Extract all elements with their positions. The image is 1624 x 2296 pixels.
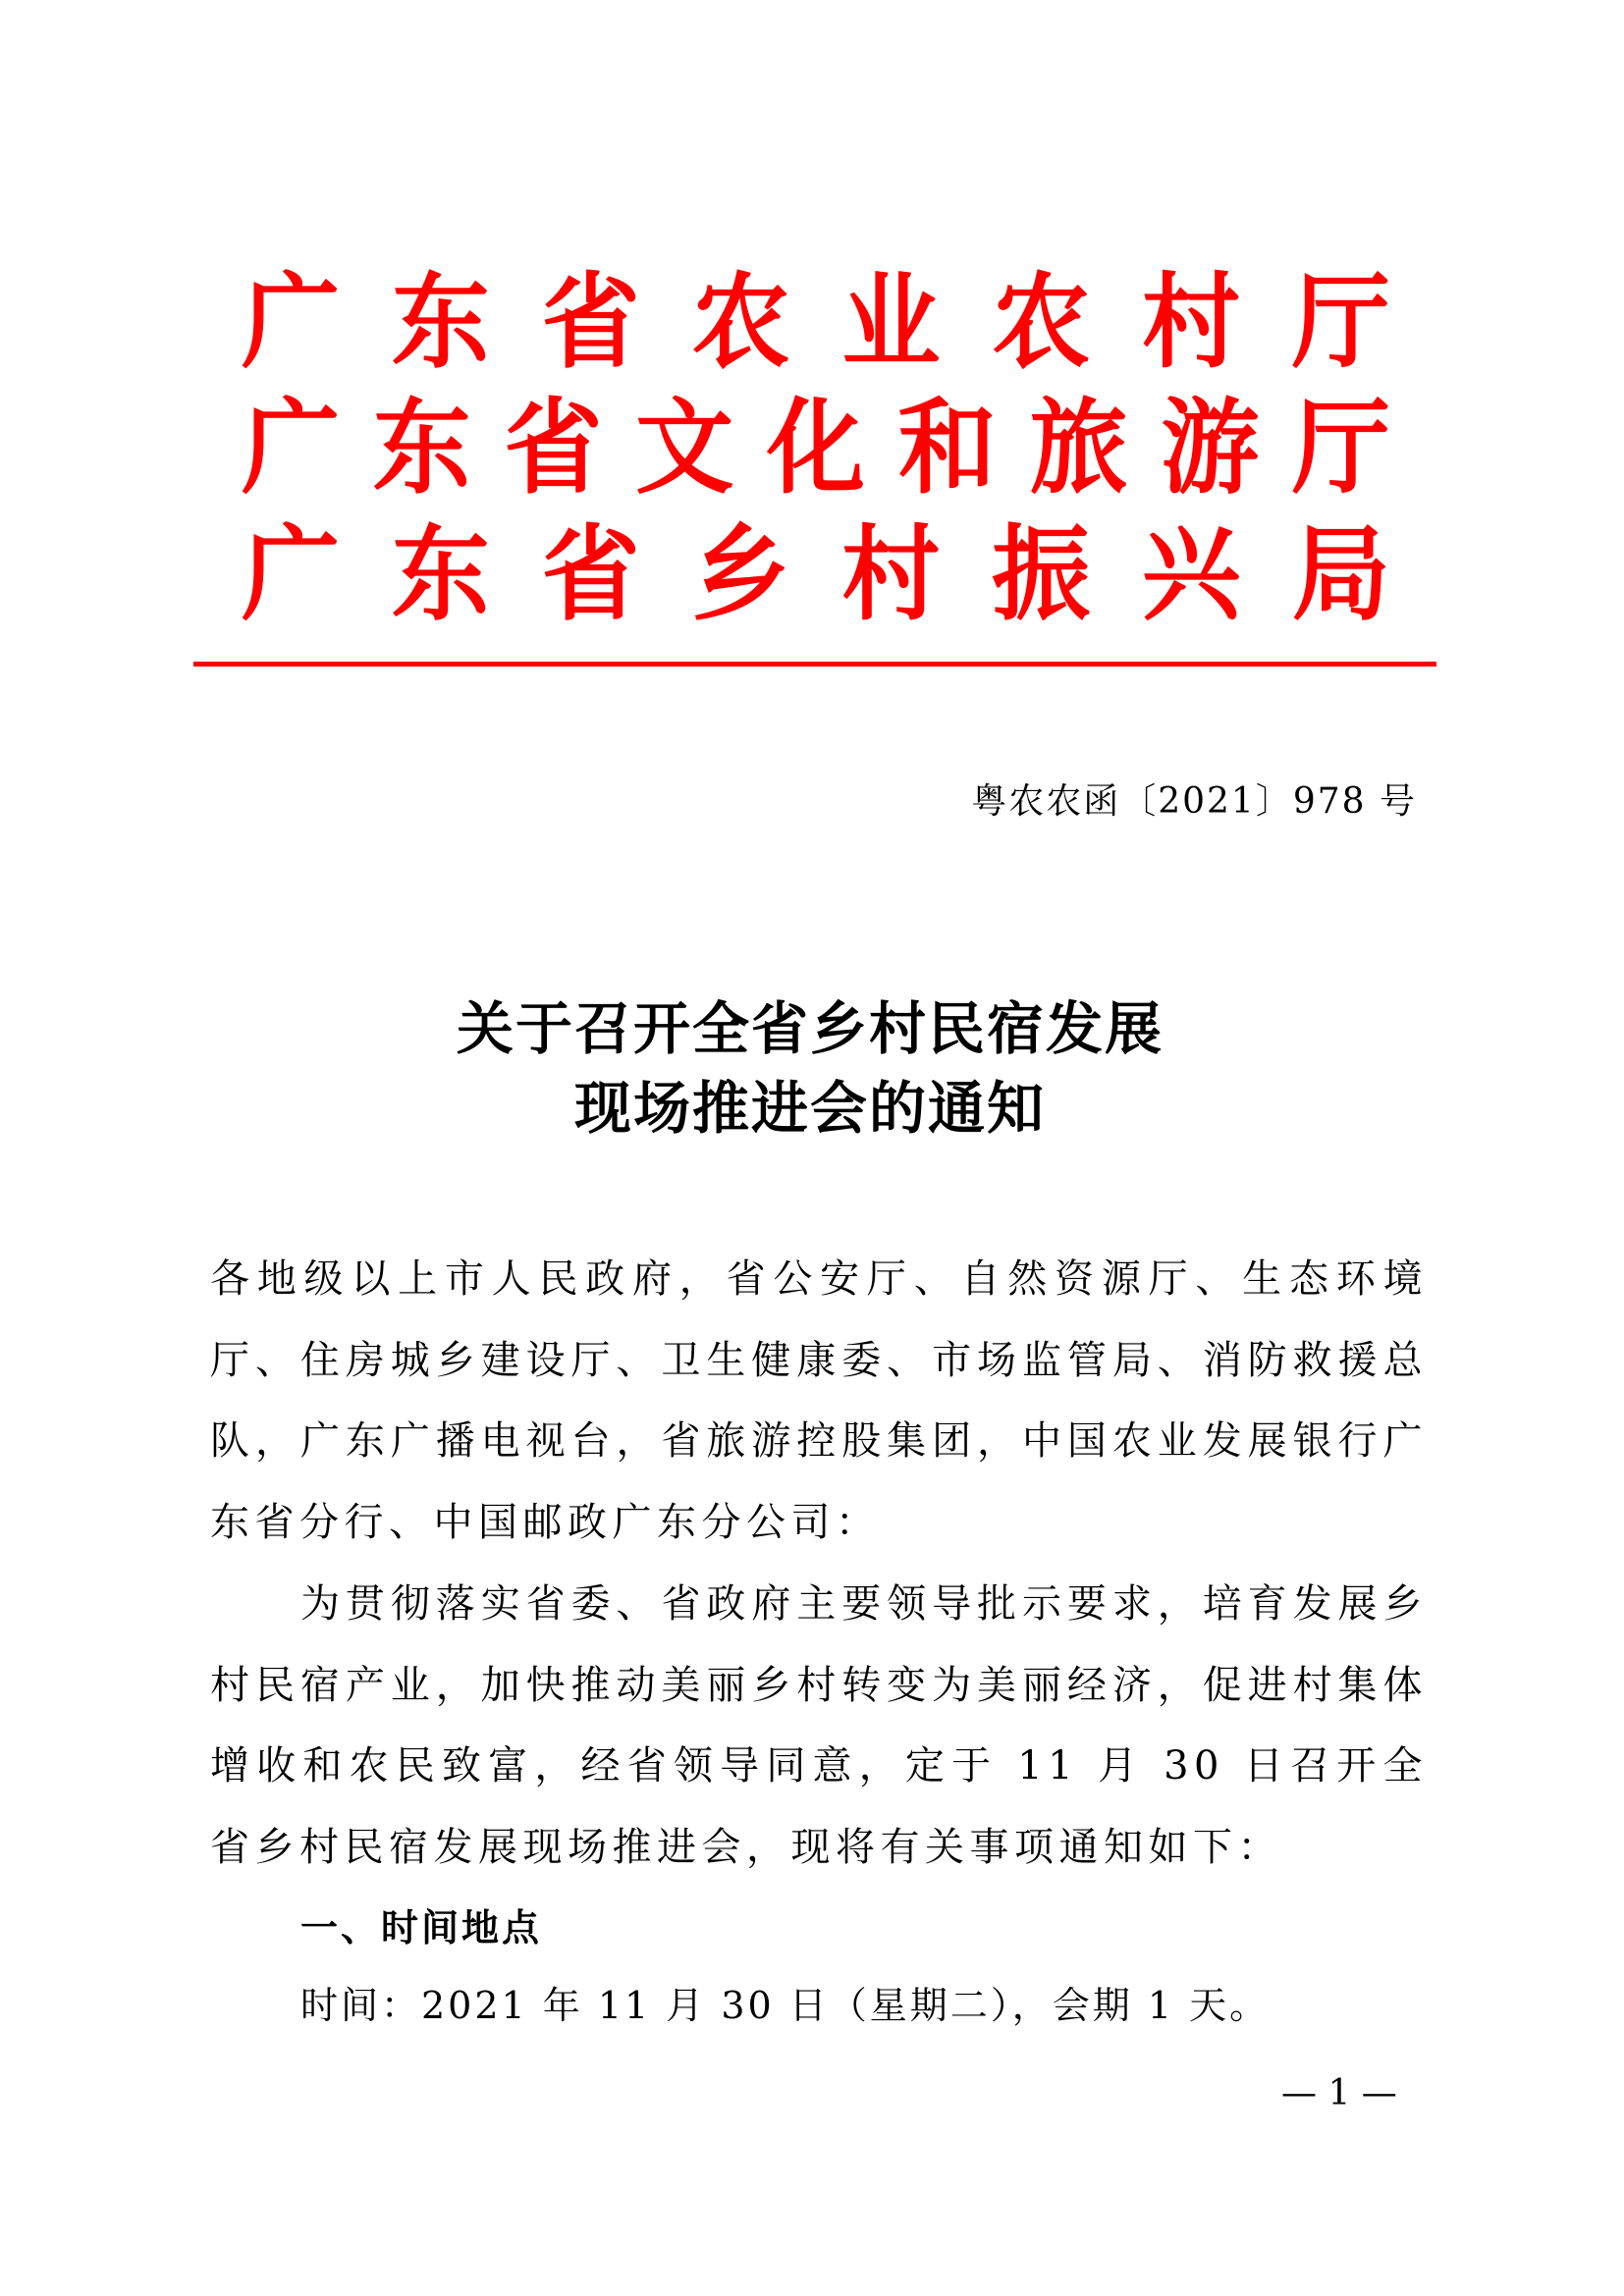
masthead-char: 农 bbox=[992, 261, 1091, 383]
masthead-char: 村 bbox=[1142, 261, 1241, 383]
meeting-time-text: 时间：2021 年 11 月 30 日（星期二），会期 1 天。 bbox=[300, 1984, 1271, 2027]
masthead-char: 厅 bbox=[1291, 261, 1390, 383]
salutation-recipients: 各地级以上市人民政府，省公安厅、自然资源厅、生态环境厅、住房城乡建设厅、卫生健康委、市场监管局、消防救援总队，广东广播电视台，省旅游控股集团，中国农业发展银行广东省分行、中国邮政广东分公司： bbox=[210, 1256, 1428, 1545]
section-heading-time-location: 一、时间地点 bbox=[300, 1906, 543, 1949]
masthead-char: 文 bbox=[635, 387, 734, 508]
masthead-char: 村 bbox=[841, 513, 941, 635]
page-number: — 1 — bbox=[1281, 2073, 1397, 2113]
masthead-char: 省 bbox=[541, 261, 640, 383]
masthead-char: 省 bbox=[541, 513, 640, 635]
masthead-char: 旅 bbox=[1029, 387, 1128, 508]
masthead-char: 东 bbox=[391, 261, 490, 383]
masthead-char: 广 bbox=[242, 513, 340, 635]
masthead-char: 广 bbox=[242, 261, 340, 383]
masthead-char: 振 bbox=[992, 513, 1091, 635]
body-paragraph: 为贯彻落实省委、省政府主要领导批示要求，培育发展乡村民宿产业，加快推动美丽乡村转变为美丽经济，促进村集体增收和农民致富，经省领导同意，定于 11 月 30 日召开全省乡村民宿发展现场推进会，现将有关事项通知如下： bbox=[210, 1581, 1428, 1870]
masthead-char: 东 bbox=[372, 387, 471, 508]
masthead-char: 农 bbox=[691, 261, 790, 383]
masthead-char: 东 bbox=[391, 513, 490, 635]
masthead-char: 和 bbox=[897, 387, 997, 508]
masthead-line-rural-revitalization bbox=[242, 513, 1390, 635]
document-number: 粤农农函〔2021〕978 号 bbox=[971, 781, 1417, 822]
red-divider-line bbox=[193, 662, 1436, 667]
document-title-line-1: 关于召开全省乡村民宿发展 bbox=[456, 995, 1164, 1062]
masthead-char: 业 bbox=[841, 261, 941, 383]
masthead-char: 省 bbox=[504, 387, 603, 508]
masthead-char: 游 bbox=[1161, 387, 1260, 508]
document-title-line-2: 现场推进会的通知 bbox=[573, 1075, 1046, 1142]
masthead-line-agriculture bbox=[242, 261, 1390, 383]
masthead-line-culture-tourism bbox=[242, 387, 1390, 508]
masthead-char: 乡 bbox=[691, 513, 790, 635]
masthead-char: 局 bbox=[1291, 513, 1390, 635]
masthead-char: 兴 bbox=[1142, 513, 1241, 635]
masthead-char: 化 bbox=[767, 387, 865, 508]
masthead-char: 广 bbox=[242, 387, 340, 508]
masthead-char: 厅 bbox=[1292, 387, 1390, 508]
